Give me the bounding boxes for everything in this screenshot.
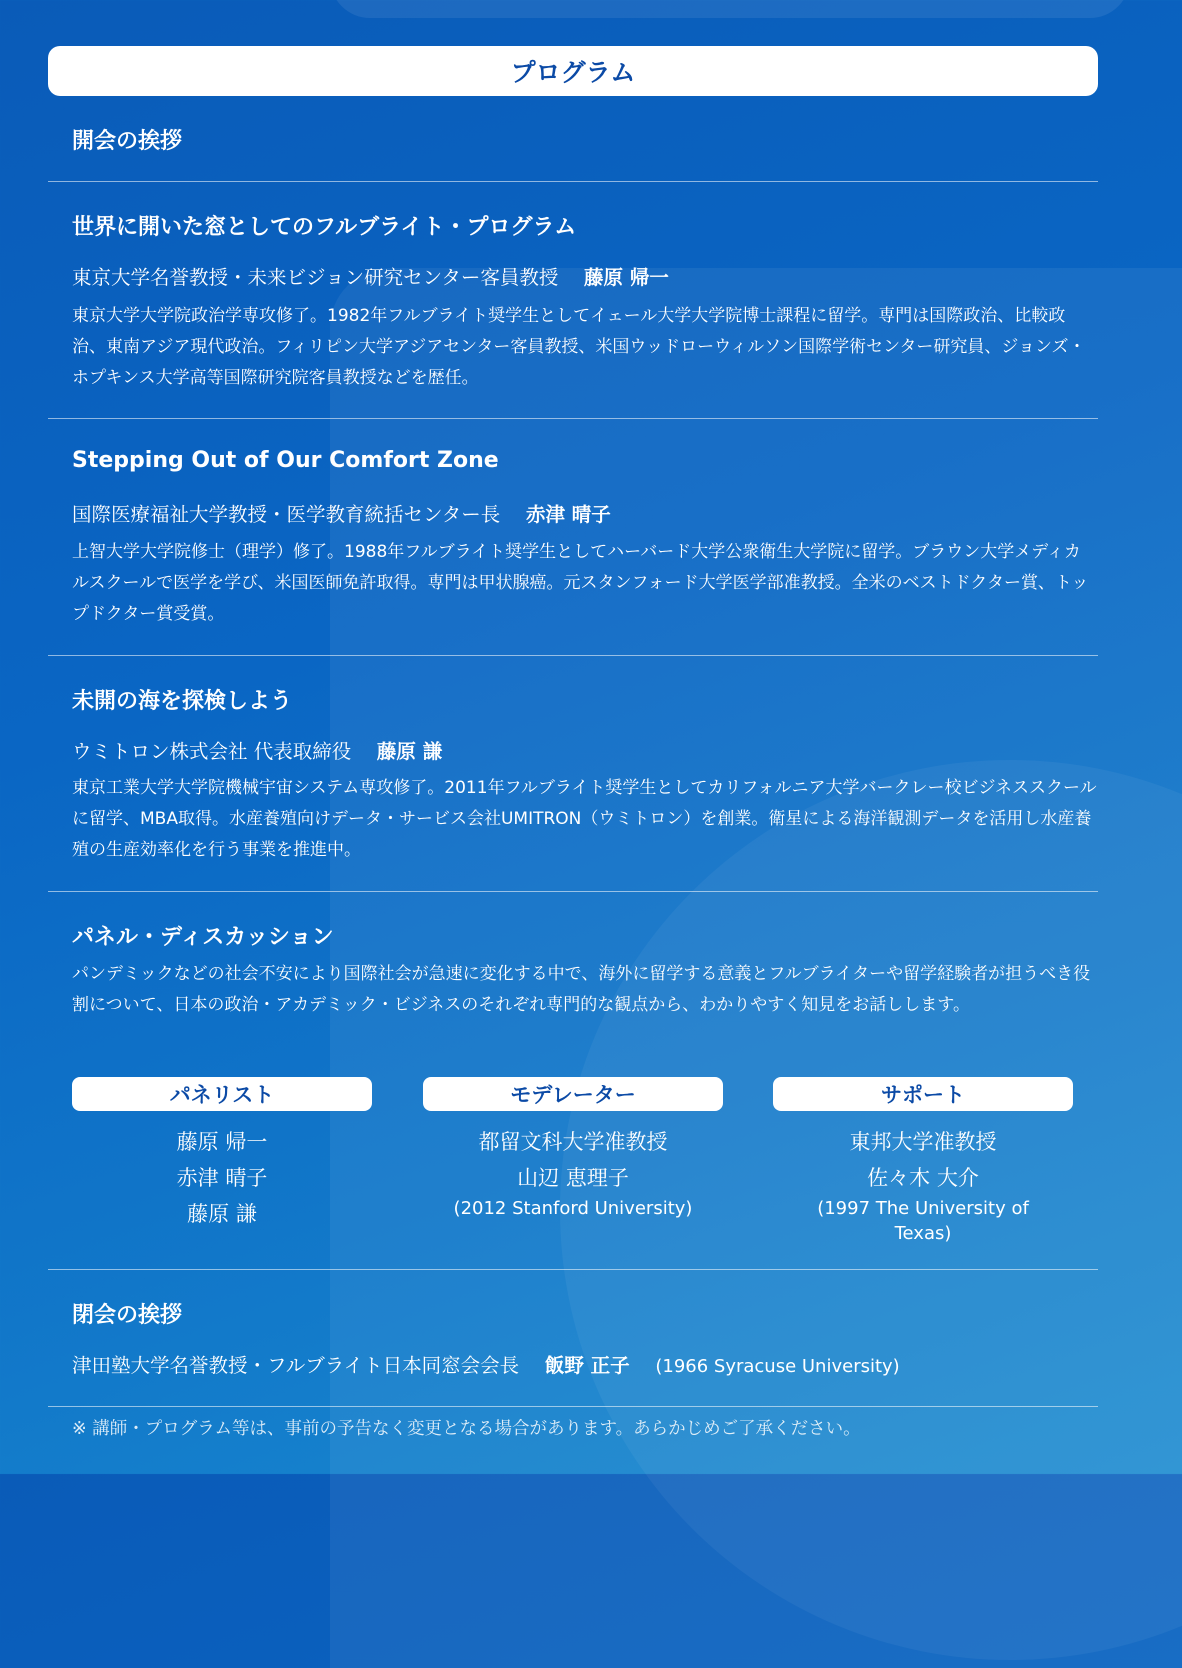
session3-bio: 東京工業大学大学院機械宇宙システム専攻修了。2011年フルブライト奨学生としてカリフォルニア大学バークレー校ビジネススクールに留学、MBA取得。水産養殖向けデータ・サービス会社UMITRON（ウミトロン）を創業。衛星による海洋観測データを活用し水産養殖の生産効率化を行う事業を推進中。 [72, 778, 1097, 860]
session1-bio: 東京大学大学院政治学専攻修了。1982年フルブライト奨学生としてイェール大学大学院博士課程に留学。専門は国際政治、比較政治、東南アジア現代政治。フィリピン大学アジアセンター客員教授、米国ウッドローウィルソン国際学術センター研究員、ジョンズ・ホプキンス大学高等国際研究院客員教授などを歴任。 [72, 306, 1086, 388]
moderator-label: モデレーター [423, 1077, 723, 1111]
session2-speaker [72, 499, 611, 527]
panelist-name: 藤原 帰一 [176, 1130, 268, 1154]
closing-speaker-role: 津田塾大学名誉教授・フルブライト日本同窓会会長 [72, 1354, 520, 1377]
closing-speaker [72, 1350, 900, 1378]
closing-speaker-name: 飯野 正子 [544, 1354, 630, 1377]
session1-speaker-role: 東京大学名誉教授・未来ビジョン研究センター客員教授 [72, 266, 559, 289]
session1-title: 世界に開いた窓としてのフルブライト・プログラム [72, 215, 577, 240]
session3-speaker-name: 藤原 謙 [376, 740, 443, 763]
program-title: プログラム [48, 46, 1098, 96]
closing-title: 閉会の挨拶 [72, 1303, 183, 1328]
footnote: ※ 講師・プログラム等は、事前の予告なく変更となる場合があります。あらかじめご了承ください。 [72, 1419, 861, 1439]
session3-speaker [72, 736, 442, 764]
support-info [773, 1124, 1073, 1246]
moderator-role: 都留文科大学准教授 [478, 1130, 668, 1154]
support-note: (1997 The University of Texas) [817, 1198, 1029, 1244]
divider [48, 1406, 1098, 1407]
opening-title: 開会の挨拶 [72, 129, 183, 154]
moderator-name: 山辺 恵理子 [517, 1166, 629, 1190]
session2-speaker-name: 赤津 晴子 [525, 503, 611, 526]
divider [48, 1269, 1098, 1270]
background-shape-top [330, 0, 1130, 18]
session3-title: 未開の海を探検しよう [72, 689, 293, 714]
panelist-name: 赤津 晴子 [176, 1166, 268, 1190]
panel-description: パンデミックなどの社会不安により国際社会が急速に変化する中で、海外に留学する意義とフルブライターや留学経験者が担うべき役割について、日本の政治・アカデミック・ビジネスのそれぞれ専門的な観点から、わかりやすく知見をお話しします。 [72, 964, 1091, 1015]
session2-title: Stepping Out of Our Comfort Zone [72, 448, 499, 473]
panelists-label: パネリスト [72, 1077, 372, 1111]
divider [48, 181, 1098, 182]
support-label: サポート [773, 1077, 1073, 1111]
support-role: 東邦大学准教授 [849, 1130, 997, 1154]
panelist-name: 藤原 謙 [187, 1202, 257, 1226]
divider [48, 418, 1098, 419]
panel-title: パネル・ディスカッション [72, 925, 334, 950]
session2-bio: 上智大学大学院修士（理学）修了。1988年フルブライト奨学生としてハーバード大学公衆衛生大学院に留学。ブラウン大学メディカルスクールで医学を学び、米国医師免許取得。専門は甲状腺癌。元スタンフォード大学医学部准教授。全米のベストドクター賞、トップドクター賞受賞。 [72, 542, 1089, 624]
support-name: 佐々木 大介 [867, 1166, 979, 1190]
closing-speaker-note: (1966 Syracuse University) [655, 1356, 900, 1377]
session3-speaker-role: ウミトロン株式会社 代表取締役 [72, 740, 352, 763]
panelists-list [72, 1124, 372, 1232]
session2-speaker-role: 国際医療福祉大学教授・医学教育統括センター長 [72, 503, 501, 526]
moderator-note: (2012 Stanford University) [453, 1198, 693, 1219]
moderator-info [423, 1124, 723, 1221]
divider [48, 655, 1098, 656]
session1-speaker-name: 藤原 帰一 [584, 266, 669, 289]
divider [48, 891, 1098, 892]
session1-speaker [72, 262, 669, 290]
